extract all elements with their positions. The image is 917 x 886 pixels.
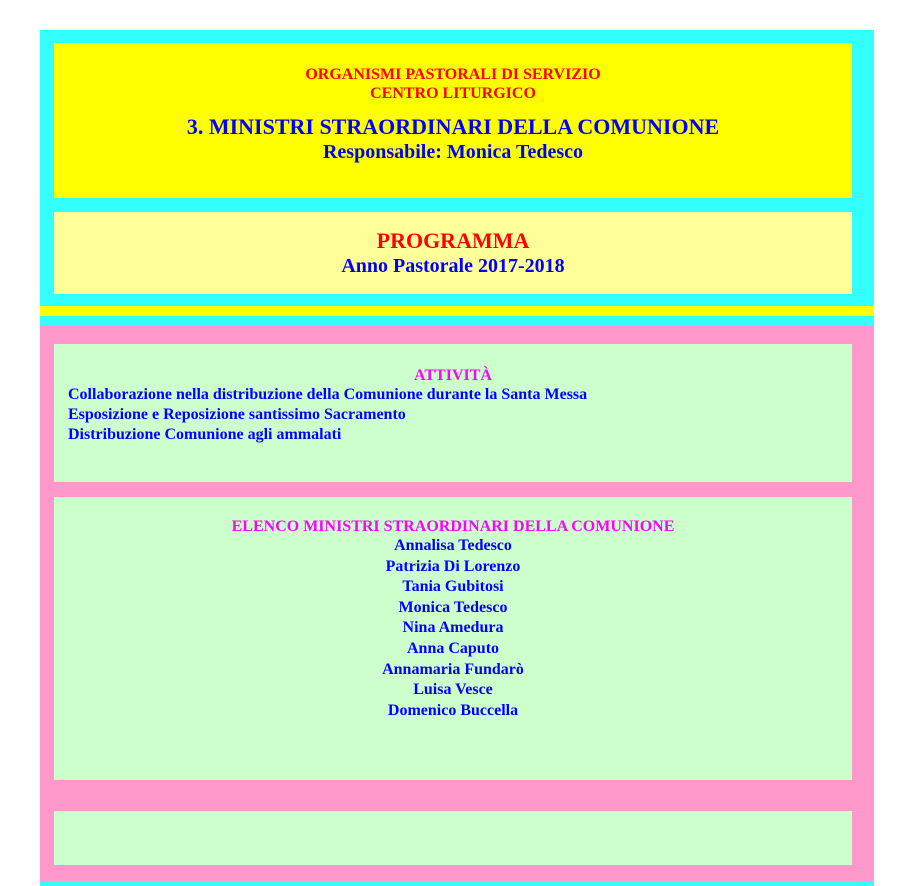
minister-name: Annamaria Fundarò bbox=[382, 660, 524, 678]
divider-yellow bbox=[40, 306, 874, 316]
programma-year: Anno Pastorale 2017-2018 bbox=[341, 255, 565, 277]
header-box bbox=[54, 43, 852, 198]
empty-box bbox=[54, 811, 852, 865]
minister-name: Monica Tedesco bbox=[398, 598, 508, 616]
activity-item: Collaborazione nella distribuzione della Comunione durante la Santa Messa bbox=[68, 386, 588, 403]
minister-name: Patrizia Di Lorenzo bbox=[385, 557, 521, 575]
bottom-divider-cyan bbox=[40, 881, 874, 886]
minister-name: Luisa Vesce bbox=[413, 681, 493, 699]
activity-item: Esposizione e Reposizione santissimo Sacramento bbox=[68, 406, 406, 423]
minister-name: Domenico Buccella bbox=[387, 701, 519, 719]
top-section-frame bbox=[40, 30, 874, 306]
responsabile-text: Responsabile: Monica Tedesco bbox=[322, 141, 584, 163]
organization-name: ORGANISMI PASTORALI DI SERVIZIO bbox=[305, 66, 601, 83]
minister-name: Tania Gubitosi bbox=[402, 578, 504, 596]
minister-name: Nina Amedura bbox=[402, 619, 504, 637]
divider-cyan bbox=[40, 316, 874, 326]
ministers-heading: ELENCO MINISTRI STRAORDINARI DELLA COMUNIONE bbox=[231, 518, 675, 535]
programma-box bbox=[54, 212, 852, 294]
ministers-list-box bbox=[54, 497, 852, 780]
activities-box bbox=[54, 344, 852, 482]
page-title: 3. MINISTRI STRAORDINARI DELLA COMUNIONE bbox=[186, 114, 720, 139]
activities-heading: ATTIVITÀ bbox=[414, 367, 492, 384]
programma-title: PROGRAMMA bbox=[376, 228, 530, 253]
activity-item: Distribuzione Comunione agli ammalati bbox=[68, 426, 342, 443]
minister-name: Anna Caputo bbox=[406, 639, 500, 657]
minister-name: Annalisa Tedesco bbox=[394, 537, 512, 554]
organization-subname: CENTRO LITURGICO bbox=[370, 85, 536, 102]
content-section-frame bbox=[40, 326, 874, 881]
